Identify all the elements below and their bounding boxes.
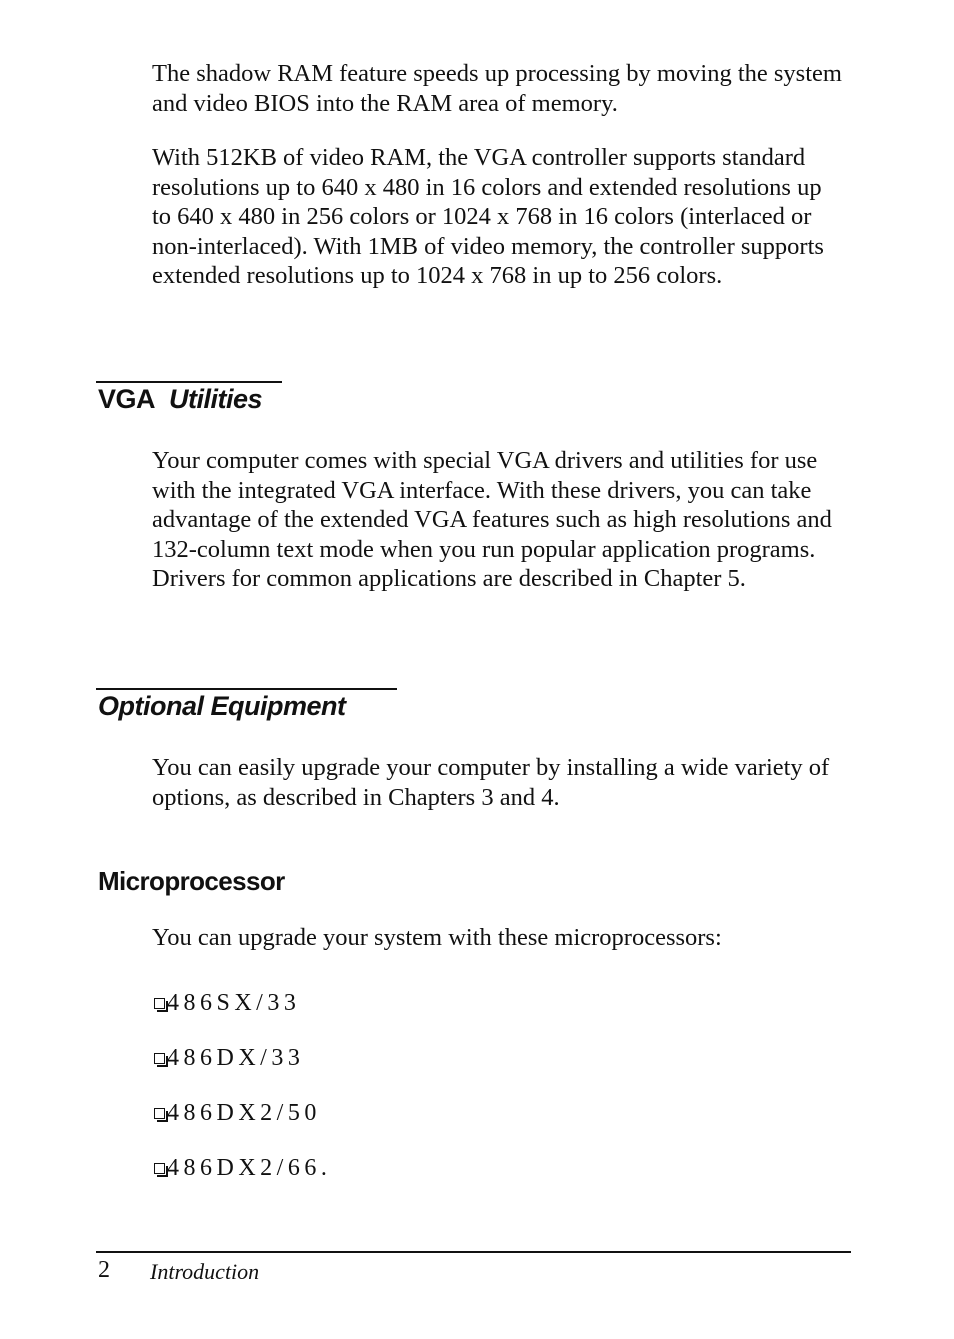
section-rule-vga-utilities xyxy=(96,381,282,383)
list-item xyxy=(154,1031,331,1086)
list-item xyxy=(154,976,331,1031)
heading-vga-utilities xyxy=(98,384,262,415)
paragraph-shadow-ram: The shadow RAM feature speeds up processing by moving the system and video BIOS into the RAM area of memory. xyxy=(152,60,842,117)
paragraph-vga-utilities: Your computer comes with special VGA drivers and utilities for use with the integrated VGA interface. With these drivers, you can take advantage of the extended VGA features such as high resolutions and 132-column text mode when you run popular application programs. Drivers for common applications are described in Chapter 5. xyxy=(152,447,832,592)
footer-rule xyxy=(96,1251,851,1253)
heading-optional-equipment xyxy=(98,691,346,722)
heading-microprocessor: Microprocessor xyxy=(98,866,285,896)
paragraph-optional-equipment: You can easily upgrade your computer by installing a wide variety of options, as described in Chapters 3 and 4. xyxy=(152,754,830,811)
list-item-label: 486DX/33 xyxy=(167,1045,305,1071)
microprocessor-list xyxy=(154,976,331,1196)
page-number: 2 xyxy=(98,1257,110,1283)
section-rule-optional-equipment xyxy=(96,688,397,690)
heading-vga-part: VGA xyxy=(98,384,156,414)
paragraph-video-ram: With 512KB of video RAM, the VGA controller supports standard resolutions up to 640 x 480 in 16 colors and extended resolutions up to 640 x 480 in 256 colors or 1024 x 768 in 16 colors (interlaced or non-interlaced). With 1MB of video memory, the controller supports extended resolutions up to 1024 x 768 in up to 256 colors. xyxy=(152,144,824,289)
checkbox-bullet-icon xyxy=(154,1053,165,1064)
checkbox-bullet-icon xyxy=(154,1108,165,1119)
heading-optional-equipment-text: Optional Equipment xyxy=(98,691,346,721)
list-item-label: 486DX2/50 xyxy=(167,1100,321,1126)
list-item-label: 486DX2/66. xyxy=(167,1155,332,1181)
list-item xyxy=(154,1141,331,1196)
list-item-label: 486SX/33 xyxy=(167,990,301,1016)
list-item xyxy=(154,1086,331,1141)
checkbox-bullet-icon xyxy=(154,1163,165,1174)
heading-utilities-part: Utilities xyxy=(169,384,263,414)
paragraph-microprocessor-intro: You can upgrade your system with these microprocessors: xyxy=(152,924,722,951)
footer-section-title: Introduction xyxy=(150,1259,260,1284)
checkbox-bullet-icon xyxy=(154,998,165,1009)
